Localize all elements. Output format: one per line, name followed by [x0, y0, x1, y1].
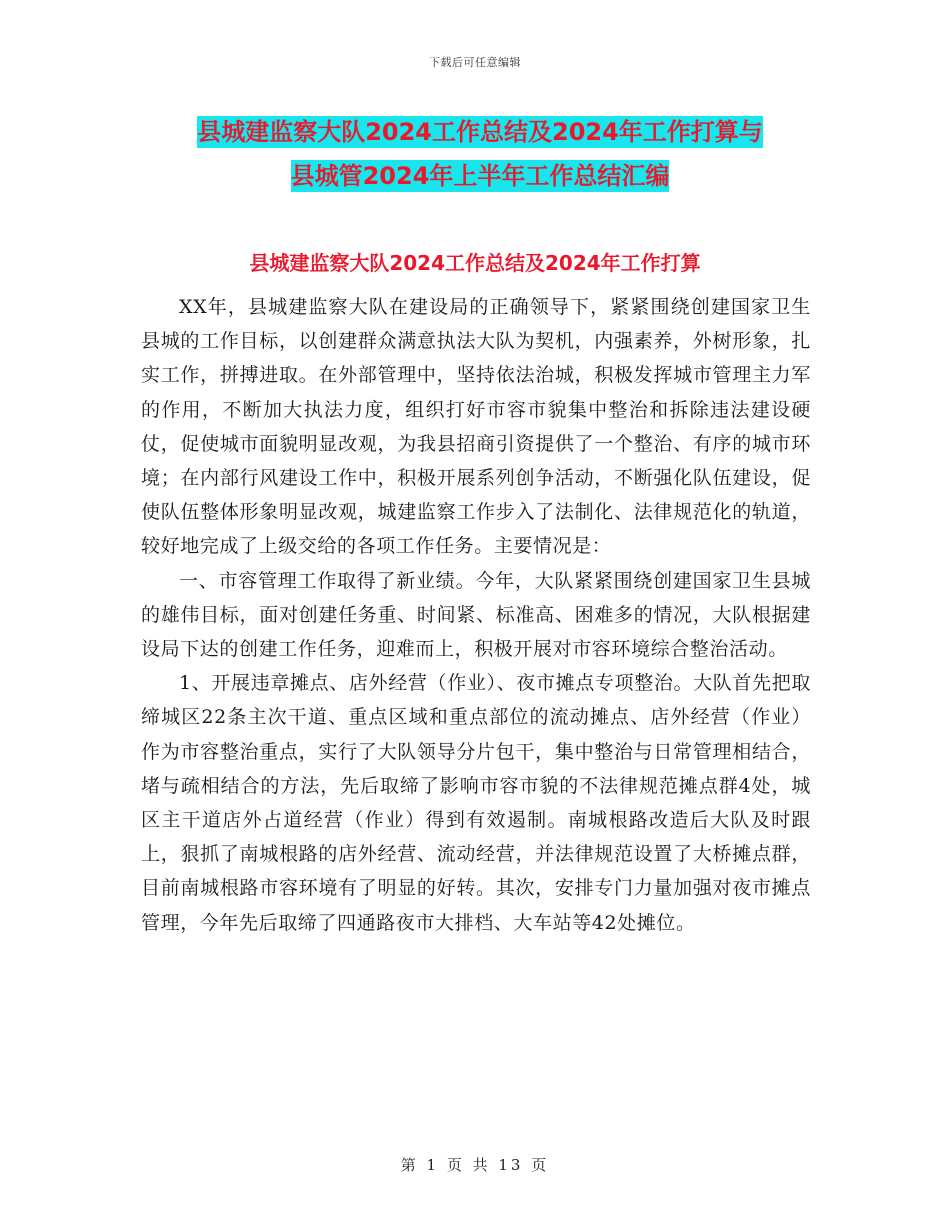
- title-line-1: 县城建监察大队2024工作总结及2024年工作打算与: [197, 118, 763, 146]
- title-line-2: 县城管2024年上半年工作总结汇编: [290, 162, 670, 190]
- document-body: [141, 290, 811, 940]
- section-title: 县城建监察大队2024工作总结及2024年工作打算: [249, 251, 701, 275]
- paragraph-intro: XX年，县城建监察大队在建设局的正确领导下，紧紧围绕创建国家卫生县城的工作目标，以创建群众满意执法大队为契机，内强素养，外树形象，扎实工作，拼搏进取。在外部管理中，坚持依法治城，积极发挥城市管理主力军的作用，不断加大执法力度，组织打好市容市貌集中整治和拆除违法建设硬仗，促使城市面貌明显改观，为我县招商引资提供了一个整治、有序的城市环境；在内部行风建设工作中，积极开展系列创争活动，不断强化队伍建设，促使队伍整体形象明显改观，城建监察工作步入了法制化、法律规范化的轨道，较好地完成了上级交给的各项工作任务。主要情况是：: [141, 296, 811, 558]
- document-title: [140, 110, 820, 198]
- paragraph-section-1: 一、市容管理工作取得了新业绩。今年，大队紧紧围绕创建国家卫生县城的雄伟目标，面对创建任务重、时间紧、标准高、困难多的情况，大队根据建设局下达的创建工作任务，迎难而上，积极开展对市容环境综合整治活动。: [141, 569, 811, 661]
- paragraph-item-1: 1、开展违章摊点、店外经营（作业）、夜市摊点专项整治。大队首先把取缔城区22条主次干道、重点区域和重点部位的流动摊点、店外经营（作业）作为市容整治重点，实行了大队领导分片包干，集中整治与日常管理相结合，堵与疏相结合的方法，先后取缔了影响市容市貌的不法律规范摊点群4处，城区主干道店外占道经营（作业）得到有效遏制。南城根路改造后大队及时跟上，狠抓了南城根路的店外经营、流动经营，并法律规范设置了大桥摊点群，目前南城根路市容环境有了明显的好转。其次，安排专门力量加强对夜市摊点管理，今年先后取缔了四通路夜市大排档、大车站等42处摊位。: [141, 672, 811, 934]
- page-number-footer: 第 1 页 共 13 页: [400, 1156, 550, 1174]
- header-note: 下载后可任意编辑: [429, 56, 521, 69]
